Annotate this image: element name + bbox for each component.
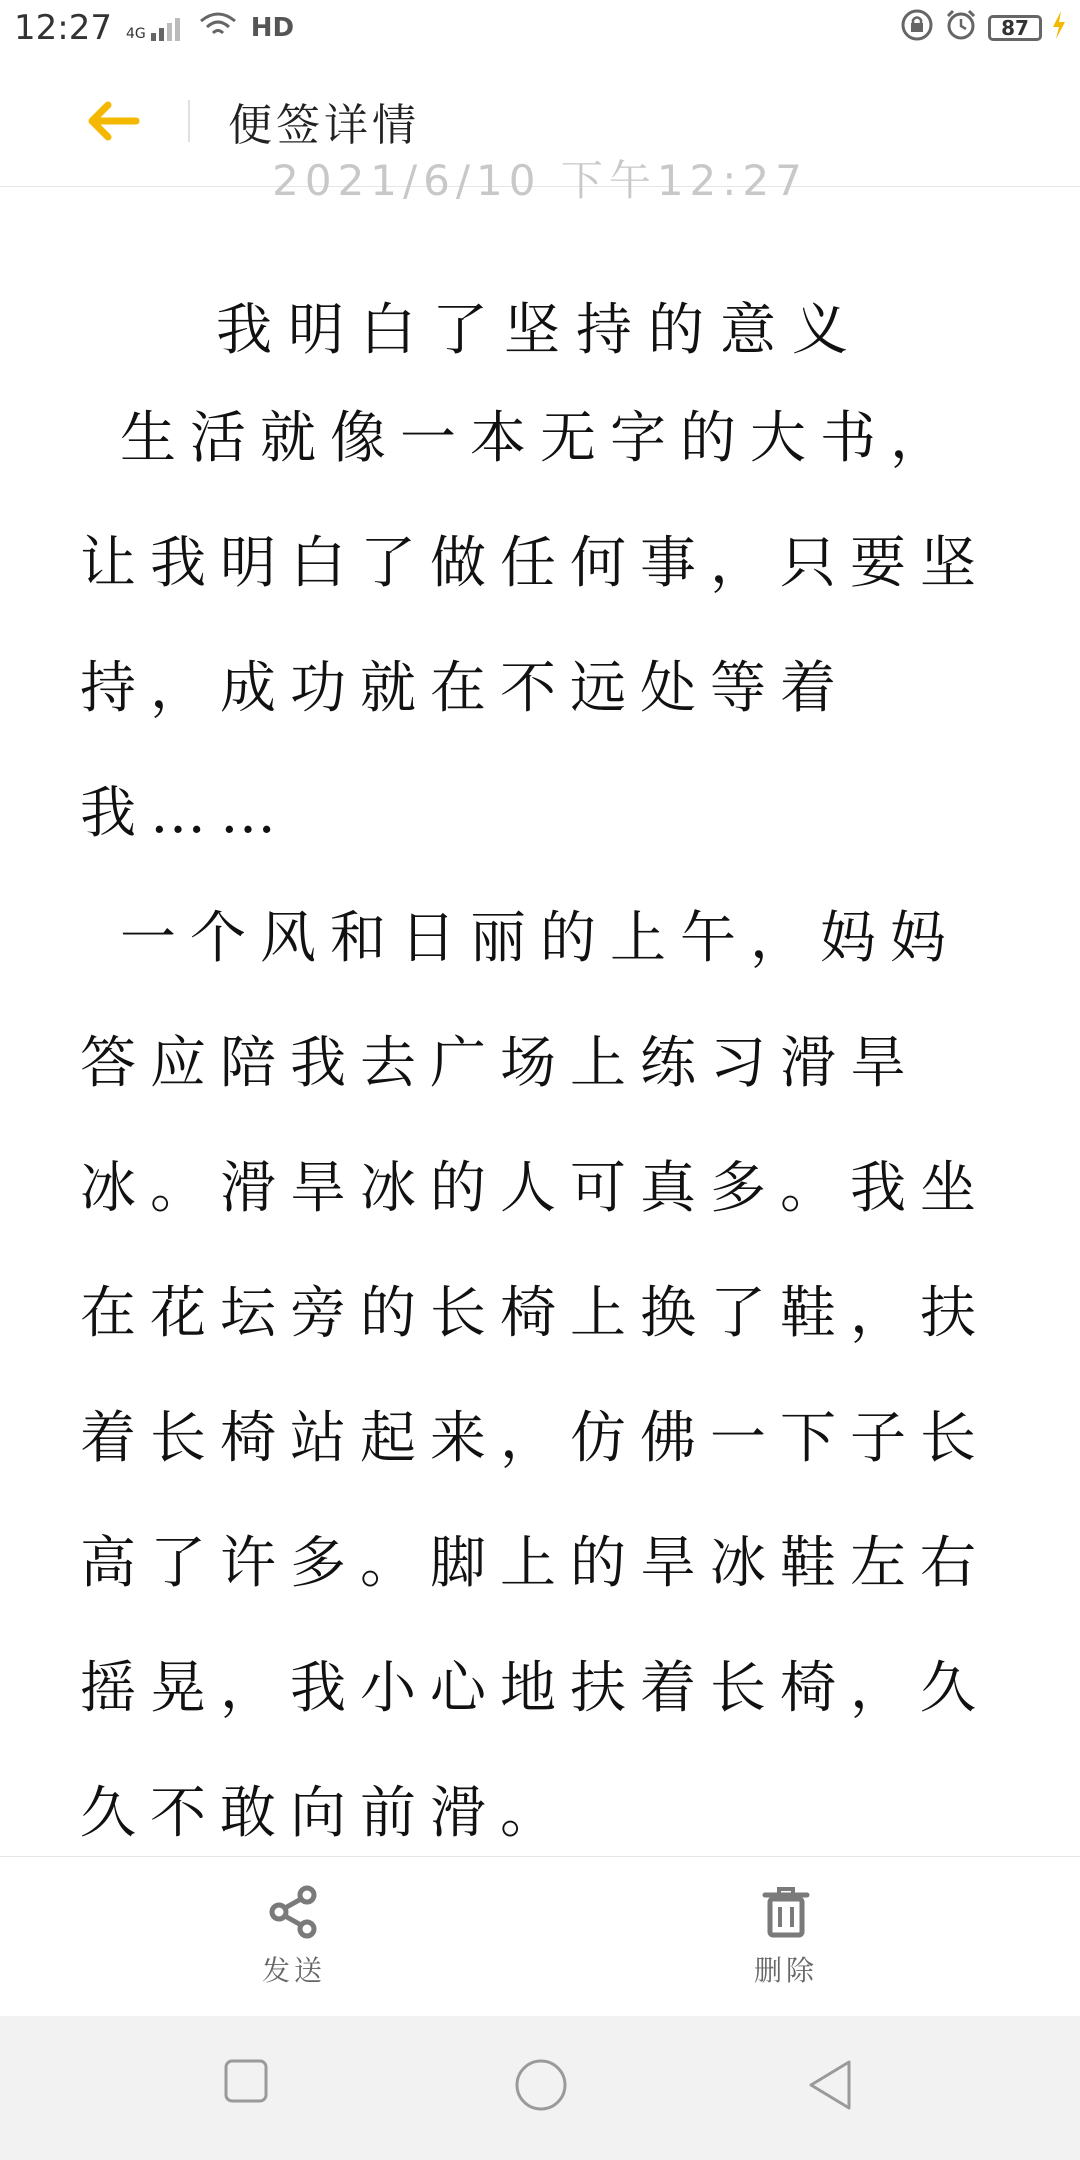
bottom-action-bar (0, 1856, 1080, 2017)
cellular-signal-icon (126, 15, 185, 41)
wifi-icon (199, 8, 237, 48)
delete-label: 删除 (753, 1954, 818, 1987)
title-divider (188, 100, 190, 142)
status-bar (0, 0, 1080, 56)
charging-icon (1052, 11, 1066, 45)
page-title: 便签详情 (228, 100, 420, 151)
trash-icon (761, 1885, 811, 1939)
delete-button[interactable] (706, 1885, 866, 1989)
back-button[interactable] (78, 93, 146, 149)
home-button[interactable] (514, 2058, 568, 2116)
note-paragraph: 生活就像一本无字的大书，让我明白了做任何事，只要坚持，成功就在不远处等着我…… (80, 406, 990, 846)
clock: 12:27 (14, 8, 112, 48)
note-title: 我明白了坚持的意义 (216, 298, 864, 363)
battery-level: 87 (1001, 16, 1029, 40)
back-arrow-icon (84, 99, 140, 143)
note-body (80, 376, 1000, 1876)
circle-icon (514, 2058, 568, 2112)
square-icon (223, 2058, 269, 2104)
share-icon (267, 1885, 321, 1939)
lock-icon (900, 8, 934, 48)
system-navigation-bar (0, 2016, 1080, 2160)
hd-voice-icon: HD (250, 13, 295, 43)
send-button[interactable] (214, 1885, 374, 1989)
triangle-back-icon (805, 2058, 853, 2112)
alarm-icon (944, 8, 978, 48)
system-back-button[interactable] (805, 2058, 853, 2116)
note-timestamp: 2021/6/10 下午12:27 (272, 156, 808, 205)
network-type: 4G (125, 26, 146, 42)
send-label: 发送 (261, 1954, 326, 1987)
battery-indicator (988, 15, 1042, 41)
note-paragraph: 一个风和日丽的上午，妈妈答应陪我去广场上练习滑旱冰。滑旱冰的人可真多。我坐在花坛旁的长椅上换了鞋，扶着长椅站起来，仿佛一下子长高了许多。脚上的旱冰鞋左右摇晃，我小心地扶着长椅，久久不敢向前滑。 (80, 906, 990, 1846)
recent-apps-button[interactable] (223, 2058, 269, 2108)
note-content[interactable] (0, 156, 1080, 1856)
